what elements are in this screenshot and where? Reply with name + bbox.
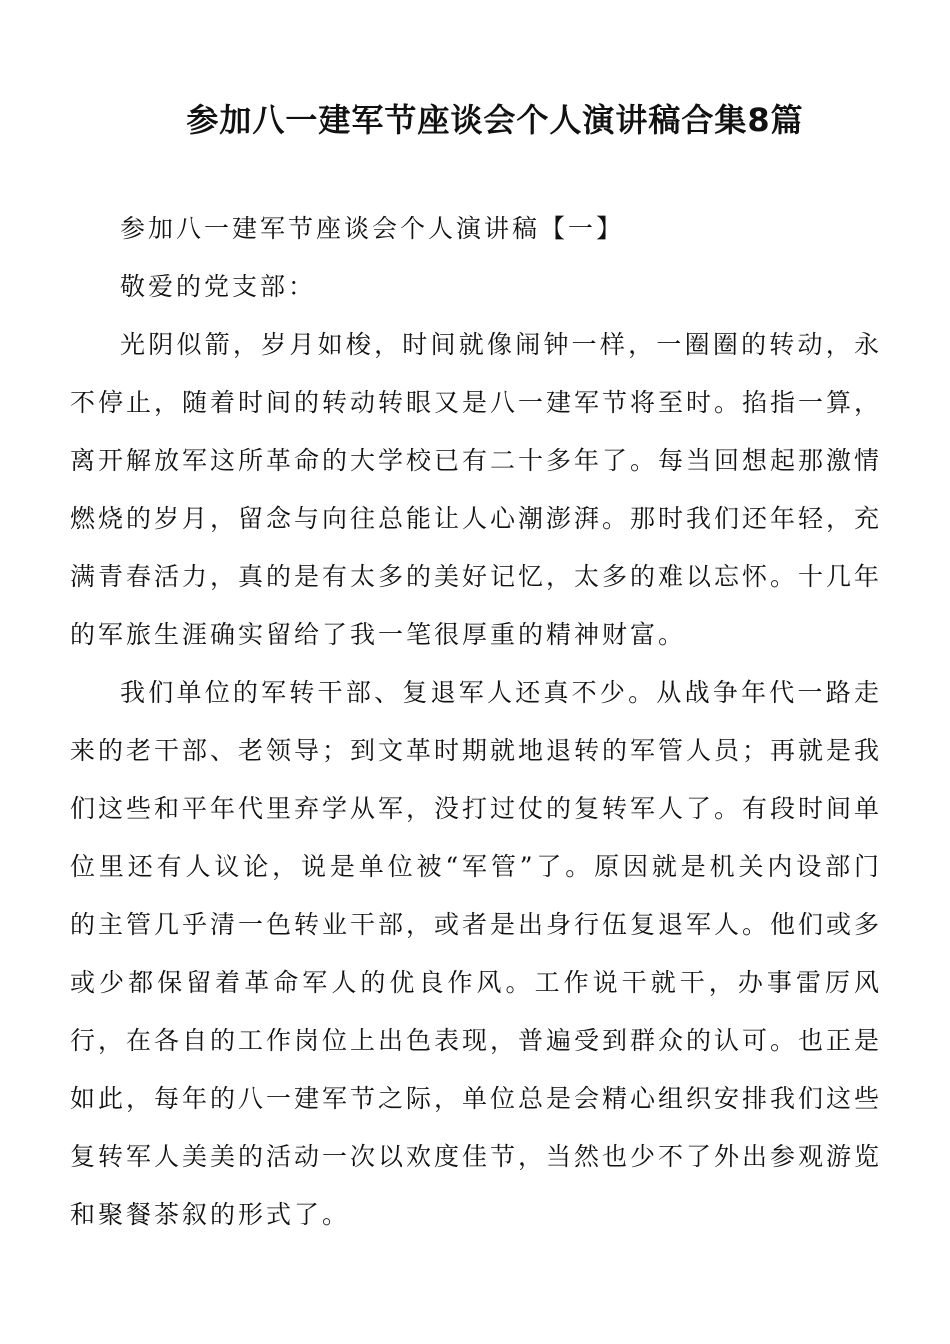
salutation: 敬爱的党支部： [120, 272, 317, 301]
document-title: 参加八一建军节座谈会个人演讲稿合集8篇 [186, 101, 804, 139]
paragraph-1: 光阴似箭，岁月如梭，时间就像闹钟一样，一圈圈的转动，永不停止，随着时间的转动转眼又是八一建军节将至时。掐指一算，离开解放军这所革命的大学校已有二十多年了。每当回想起那激情燃烧的岁月，留念与向往总能让人心潮澎湃。那时我们还年轻，充满青春活力，真的是有太多的美好记忆，太多的难以忘怀。十几年的军旅生涯确实留给了我一笔很厚重的精神财富。 [70, 330, 883, 649]
paragraph-2: 我们单位的军转干部、复退军人还真不少。从战争年代一路走来的老干部、老领导；到文革时期就地退转的军管人员；再就是我们这些和平年代里弃学从军，没打过仗的复转军人了。有段时间单位里还有人议论，说是单位被“军管”了。原因就是机关内设部门的主管几乎清一色转业干部，或者是出身行伍复退军人。他们或多或少都保留着革命军人的优良作风。工作说干就干，办事雷厉风行，在各自的工作岗位上出色表现，普遍受到群众的认可。也正是如此，每年的八一建军节之际，单位总是会精心组织安排我们这些复转军人美美的活动一次以欢度佳节，当然也少不了外出参观游览和聚餐茶叙的形式了。 [70, 678, 883, 1229]
section-heading: 参加八一建军节座谈会个人演讲稿【一】 [120, 214, 625, 243]
document-body [70, 200, 882, 1244]
